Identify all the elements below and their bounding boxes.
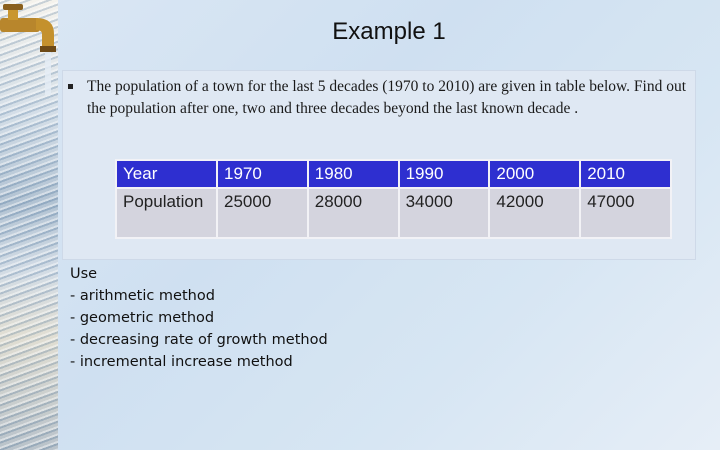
table-cell: 25000	[217, 188, 308, 238]
table-cell: 28000	[308, 188, 399, 238]
water-tap-icon	[0, 0, 58, 95]
problem-panel	[62, 70, 696, 260]
use-heading: Use	[70, 266, 98, 282]
problem-statement: The population of a town for the last 5 decades (1970 to 2010) are given in table below. Find out the population after one, two and three decades beyond the last known decade .	[87, 78, 687, 117]
table-header-cell: 1990	[399, 160, 490, 188]
list-item: - arithmetic method	[70, 288, 215, 304]
table-header-cell: 1970	[217, 160, 308, 188]
table-row	[116, 188, 671, 238]
table-cell: 47000	[580, 188, 671, 238]
table-cell: 34000	[399, 188, 490, 238]
table-header-cell: 1980	[308, 160, 399, 188]
list-item: - decreasing rate of growth method	[70, 332, 328, 348]
list-item: - incremental increase method	[70, 354, 293, 370]
table-cell: Population	[116, 188, 217, 238]
slide-title: Example 1	[332, 18, 446, 45]
list-item: - geometric method	[70, 310, 215, 326]
methods-list	[70, 263, 328, 373]
table-header-row	[116, 160, 671, 188]
bullet-icon	[68, 84, 73, 89]
population-table	[115, 159, 672, 239]
table-header-cell: 2010	[580, 160, 671, 188]
table-header-cell: 2000	[489, 160, 580, 188]
table-header-cell: Year	[116, 160, 217, 188]
table-cell: 42000	[489, 188, 580, 238]
